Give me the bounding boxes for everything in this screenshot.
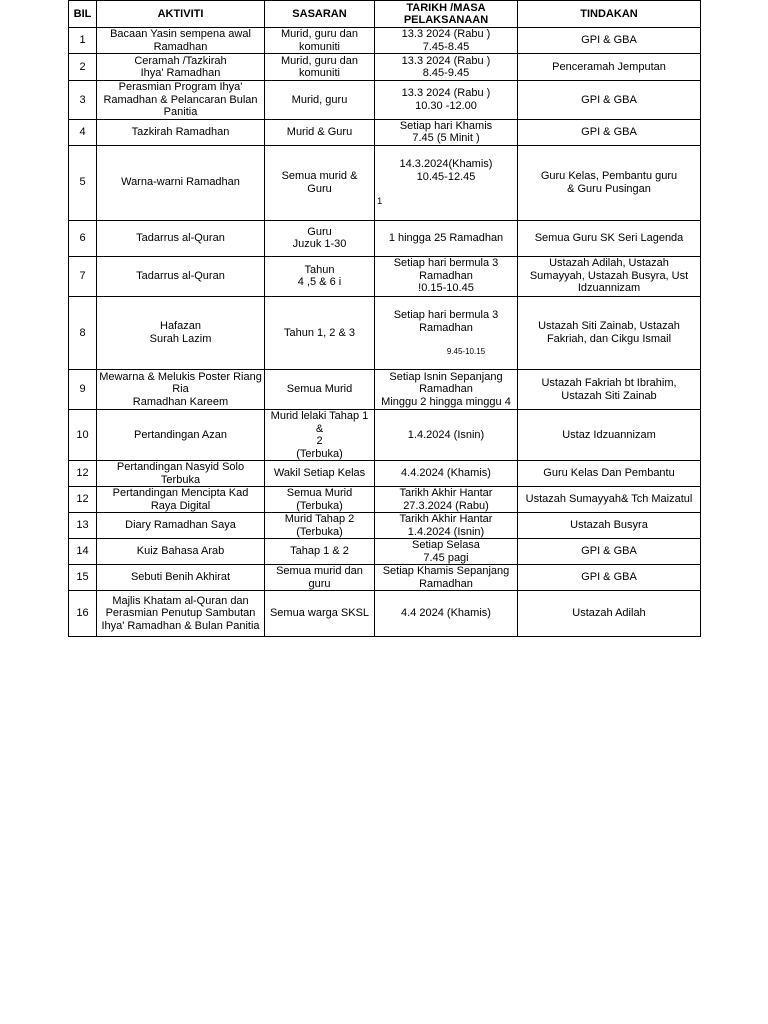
table-row	[69, 513, 701, 539]
table-row	[69, 256, 701, 296]
cell-tarikh: Setiap Isnin Sepanjang Ramadhan Minggu 2 hingga minggu 4	[375, 370, 518, 410]
table-row	[69, 461, 701, 487]
cell-aktiviti: Sebuti Benih Akhirat	[97, 565, 265, 591]
cell-tarikh: Setiap hari bermula 3 Ramadhan !0.15-10.45	[375, 256, 518, 296]
cell-sasaran: Semua Murid (Terbuka)	[265, 487, 375, 513]
cell-aktiviti: Bacaan Yasin sempena awal Ramadhan	[97, 28, 265, 54]
header-tindakan: TINDAKAN	[518, 1, 701, 28]
table-row	[69, 119, 701, 145]
tarikh-note: 1	[377, 195, 383, 207]
tarikh-text: 14.3.2024(Khamis) 10.45-12.45	[399, 158, 493, 183]
cell-tindakan: Ustazah Adilah, Ustazah Sumayyah, Ustazah Busyra, Ust Idzuannizam	[518, 256, 701, 296]
cell-tindakan: Ustazah Siti Zainab, Ustazah Fakriah, dan Cikgu Ismail	[518, 296, 701, 370]
cell-tindakan: Ustazah Adilah	[518, 591, 701, 637]
cell-sasaran: Wakil Setiap Kelas	[265, 461, 375, 487]
cell-tindakan: Penceramah Jemputan	[518, 54, 701, 81]
cell-sasaran: Semua Murid	[265, 370, 375, 410]
cell-tarikh: Tarikh Akhir Hantar 27.3.2024 (Rabu)	[375, 487, 518, 513]
cell-tarikh: 4.4 2024 (Khamis)	[375, 591, 518, 637]
cell-tindakan: Guru Kelas Dan Pembantu	[518, 461, 701, 487]
cell-bil: 4	[69, 119, 97, 145]
cell-sasaran: Murid & Guru	[265, 119, 375, 145]
cell-aktiviti: Mewarna & Melukis Poster Riang Ria Ramadhan Kareem	[97, 370, 265, 410]
header-tarikh: TARIKH /MASA PELAKSANAAN	[375, 1, 518, 28]
cell-sasaran: Murid, guru dan komuniti	[265, 54, 375, 81]
cell-sasaran: Guru Juzuk 1-30	[265, 220, 375, 256]
activity-table	[68, 0, 701, 637]
table-row	[69, 220, 701, 256]
table-row	[69, 145, 701, 220]
cell-bil: 12	[69, 461, 97, 487]
cell-bil: 9	[69, 370, 97, 410]
cell-aktiviti: Ceramah /Tazkirah Ihya' Ramadhan	[97, 54, 265, 81]
table-row	[69, 591, 701, 637]
cell-aktiviti: Tadarrus al-Quran	[97, 220, 265, 256]
cell-bil: 10	[69, 410, 97, 461]
cell-sasaran: Semua warga SKSL	[265, 591, 375, 637]
cell-bil: 5	[69, 145, 97, 220]
cell-bil: 14	[69, 539, 97, 565]
cell-tindakan: GPI & GBA	[518, 539, 701, 565]
header-bil: BIL	[69, 1, 97, 28]
cell-aktiviti: Kuiz Bahasa Arab	[97, 539, 265, 565]
cell-sasaran: Murid, guru	[265, 81, 375, 120]
cell-tarikh: 1 hingga 25 Ramadhan	[375, 220, 518, 256]
cell-tarikh	[375, 145, 518, 220]
cell-bil: 3	[69, 81, 97, 120]
cell-sasaran: Murid Tahap 2 (Terbuka)	[265, 513, 375, 539]
cell-tarikh	[375, 296, 518, 370]
cell-bil: 12	[69, 487, 97, 513]
cell-bil: 1	[69, 28, 97, 54]
cell-bil: 7	[69, 256, 97, 296]
cell-tindakan: Ustazah Fakriah bt Ibrahim, Ustazah Siti Zainab	[518, 370, 701, 410]
cell-tindakan: Guru Kelas, Pembantu guru & Guru Pusingan	[518, 145, 701, 220]
cell-tindakan: Ustaz Idzuannizam	[518, 410, 701, 461]
cell-tindakan: GPI & GBA	[518, 28, 701, 54]
table-row	[69, 296, 701, 370]
table-row	[69, 28, 701, 54]
table-row	[69, 81, 701, 120]
table-row	[69, 487, 701, 513]
cell-tarikh: Setiap Khamis Sepanjang Ramadhan	[375, 565, 518, 591]
header-sasaran: SASARAN	[265, 1, 375, 28]
cell-tarikh: Setiap hari Khamis 7.45 (5 Minit )	[375, 119, 518, 145]
cell-tarikh: Tarikh Akhir Hantar 1.4.2024 (Isnin)	[375, 513, 518, 539]
cell-tindakan: GPI & GBA	[518, 565, 701, 591]
cell-tarikh: 1.4.2024 (Isnin)	[375, 410, 518, 461]
header-aktiviti: AKTIVITI	[97, 1, 265, 28]
cell-sasaran: Semua murid & Guru	[265, 145, 375, 220]
cell-bil: 8	[69, 296, 97, 370]
table-row	[69, 565, 701, 591]
activity-table-sheet	[68, 0, 700, 632]
cell-bil: 15	[69, 565, 97, 591]
cell-aktiviti: Warna-warni Ramadhan	[97, 145, 265, 220]
cell-sasaran: Tahap 1 & 2	[265, 539, 375, 565]
cell-sasaran: Murid lelaki Tahap 1 & 2 (Terbuka)	[265, 410, 375, 461]
cell-sasaran: Murid, guru dan komuniti	[265, 28, 375, 54]
tarikh-text: Setiap hari bermula 3 Ramadhan	[393, 309, 499, 334]
cell-sasaran: Tahun 1, 2 & 3	[265, 296, 375, 370]
cell-aktiviti: Pertandingan Nasyid Solo Terbuka	[97, 461, 265, 487]
cell-sasaran: Tahun 4 ,5 & 6 i	[265, 256, 375, 296]
cell-aktiviti: Diary Ramadhan Saya	[97, 513, 265, 539]
cell-tindakan: GPI & GBA	[518, 81, 701, 120]
cell-aktiviti: Tadarrus al-Quran	[97, 256, 265, 296]
cell-aktiviti: Majlis Khatam al-Quran dan Perasmian Penutup Sambutan Ihya' Ramadhan & Bulan Panitia	[97, 591, 265, 637]
cell-bil: 16	[69, 591, 97, 637]
cell-tarikh: Setiap Selasa 7.45 pagi	[375, 539, 518, 565]
table-row	[69, 539, 701, 565]
cell-tindakan: Semua Guru SK Seri Lagenda	[518, 220, 701, 256]
cell-bil: 13	[69, 513, 97, 539]
table-header-row	[69, 1, 701, 28]
cell-aktiviti: Tazkirah Ramadhan	[97, 119, 265, 145]
cell-tindakan: GPI & GBA	[518, 119, 701, 145]
tarikh-time: 9.45-10.15	[446, 346, 486, 356]
cell-aktiviti: Pertandingan Mencipta Kad Raya Digital	[97, 487, 265, 513]
cell-tarikh: 13.3 2024 (Rabu ) 8.45-9.45	[375, 54, 518, 81]
cell-sasaran: Semua murid dan guru	[265, 565, 375, 591]
cell-bil: 2	[69, 54, 97, 81]
table-row	[69, 54, 701, 81]
cell-tarikh: 4.4.2024 (Khamis)	[375, 461, 518, 487]
cell-tarikh: 13.3 2024 (Rabu ) 7.45-8.45	[375, 28, 518, 54]
cell-tindakan: Ustazah Sumayyah& Tch Maizatul	[518, 487, 701, 513]
table-row	[69, 410, 701, 461]
cell-tindakan: Ustazah Busyra	[518, 513, 701, 539]
cell-aktiviti: Hafazan Surah Lazim	[97, 296, 265, 370]
cell-tarikh: 13.3 2024 (Rabu ) 10.30 -12.00	[375, 81, 518, 120]
table-row	[69, 370, 701, 410]
cell-aktiviti: Perasmian Program Ihya' Ramadhan & Pelancaran Bulan Panitia	[97, 81, 265, 120]
cell-bil: 6	[69, 220, 97, 256]
cell-aktiviti: Pertandingan Azan	[97, 410, 265, 461]
